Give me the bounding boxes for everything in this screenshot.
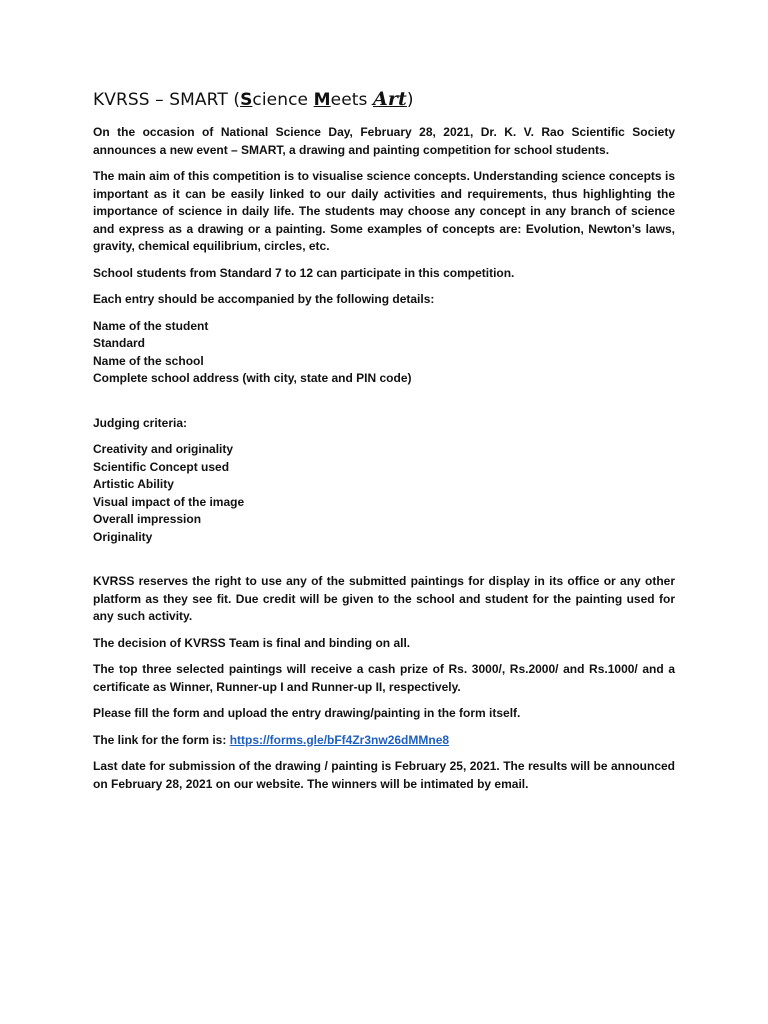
title-meets-rest: eets <box>330 90 374 110</box>
title-prefix: KVRSS – SMART ( <box>93 90 241 110</box>
title-art-word: Art <box>373 88 407 110</box>
upload-paragraph: Please fill the form and upload the entry drawing/painting in the form itself. <box>93 706 521 720</box>
title-m-letter: M <box>313 90 331 110</box>
title-s-letter: S <box>240 90 253 110</box>
decision-paragraph: The decision of KVRSS Team is final and binding on all. <box>93 635 411 650</box>
list-item: Originality <box>93 529 153 544</box>
aim-paragraph: The main aim of this competition is to visualise science concepts. Understanding science concepts is important as it can be easily linked to our daily activities and requirements, thus highlighting the importance of science in daily life. The students may choose any concept in any branch of science and express as a drawing or a painting. Some examples of concepts are: Evolution, Newton’s laws, gravity, chemical equilibrium, circles, etc. <box>93 169 675 253</box>
document-title <box>93 88 675 110</box>
title-suffix: ) <box>406 90 414 110</box>
deadline-paragraph: Last date for submission of the drawing / painting is February 25, 2021. The results will be announced on February 28, 2021 on our website. The winners will be intimated by email. <box>93 759 675 791</box>
eligibility-paragraph: School students from Standard 7 to 12 can participate in this competition. <box>93 265 515 280</box>
list-item: Visual impact of the image <box>93 494 245 509</box>
list-item: Name of the school <box>93 353 204 368</box>
judging-heading: Judging criteria: <box>93 415 188 430</box>
form-link-label: The link for the form is: <box>93 732 230 747</box>
intro-paragraph: On the occasion of National Science Day, February 28, 2021, Dr. K. V. Rao Scientific Society announces a new event – SMART, a drawing and painting competition for school students. <box>93 125 675 157</box>
list-item: Name of the student <box>93 318 209 333</box>
entry-details-list <box>93 318 675 388</box>
list-item: Scientific Concept used <box>93 459 230 474</box>
list-item: Overall impression <box>93 512 202 526</box>
form-link[interactable]: https://forms.gle/bFf4Zr3nw26dMMne8 <box>229 732 450 747</box>
prizes-paragraph: The top three selected paintings will receive a cash prize of Rs. 3000/, Rs.2000/ and Rs.1000/ and a certificate as Winner, Runner-up I and Runner-up II, respectively. <box>93 662 675 694</box>
title-science-rest: cience <box>252 90 314 110</box>
list-item: Creativity and originality <box>93 442 234 456</box>
list-item: Standard <box>93 336 146 350</box>
entry-intro-paragraph: Each entry should be accompanied by the following details: <box>93 292 435 306</box>
list-item: Artistic Ability <box>93 477 174 491</box>
document-page <box>93 88 675 802</box>
judging-criteria-list <box>93 441 675 546</box>
rights-paragraph: KVRSS reserves the right to use any of the submitted paintings for display in its office or any other platform as they see fit. Due credit will be given to the school and student for the painting used for any such activity. <box>93 574 675 623</box>
form-link-paragraph <box>93 732 675 750</box>
list-item: Complete school address (with city, state and PIN code) <box>93 371 412 385</box>
